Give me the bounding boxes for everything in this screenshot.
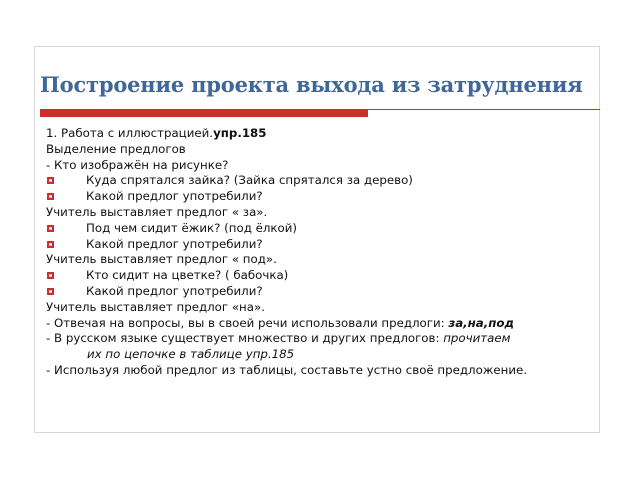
text-line: Учитель выставляет предлог « за». — [46, 204, 268, 219]
table-line — [46, 331, 598, 347]
slide-title: Построение проекта выхода из затруднения — [40, 72, 583, 97]
text-line: Учитель выставляет предлог «на». — [46, 299, 265, 314]
table-instruction: прочитаем — [443, 331, 511, 346]
bullet-text: Под чем сидит ёжик? (под ёлкой) — [86, 220, 298, 235]
text-line: Выделение предлогов — [46, 141, 186, 156]
bullet-item — [46, 189, 598, 205]
square-bullet-icon — [47, 193, 54, 200]
text-line: - Используя любой предлог из таблицы, составьте устно своё предложение. — [46, 362, 528, 377]
answer-line — [46, 316, 598, 332]
text-line: Учитель выставляет предлог « под». — [46, 252, 277, 267]
bullet-text: Какой предлог употребили? — [86, 236, 263, 251]
bullet-text: Какой предлог употребили? — [86, 189, 263, 204]
table-instruction-cont: их по цепочке в таблице упр.185 — [87, 347, 295, 362]
bullet-item — [46, 221, 598, 237]
title-rule-thick — [40, 110, 368, 117]
square-bullet-icon — [47, 225, 54, 232]
square-bullet-icon — [47, 177, 54, 184]
task-exercise: упр.185 — [213, 126, 267, 140]
bullet-text: Какой предлог употребили? — [86, 283, 263, 298]
answer-prefix: - Отвечая на вопросы, вы в своей речи использовали предлоги: — [46, 315, 449, 330]
prepositions-list: за,на,под — [448, 315, 515, 330]
task-line — [46, 126, 598, 142]
bullet-text: Куда спрятался зайка? (Зайка спрятался за дерево) — [86, 173, 413, 188]
text-line: - Кто изображён на рисунке? — [46, 157, 229, 172]
bullet-item — [46, 284, 598, 300]
square-bullet-icon — [47, 288, 54, 295]
bullet-item — [46, 237, 598, 253]
bullet-item — [46, 173, 598, 189]
square-bullet-icon — [47, 272, 54, 279]
square-bullet-icon — [47, 241, 54, 248]
slide-content — [46, 126, 598, 379]
table-prefix: - В русском языке существует множество и других предлогов: — [46, 331, 444, 346]
task-prefix: 1. Работа с иллюстрацией. — [46, 126, 214, 140]
bullet-item — [46, 268, 598, 284]
bullet-text: Кто сидит на цветке? ( бабочка) — [86, 268, 289, 283]
